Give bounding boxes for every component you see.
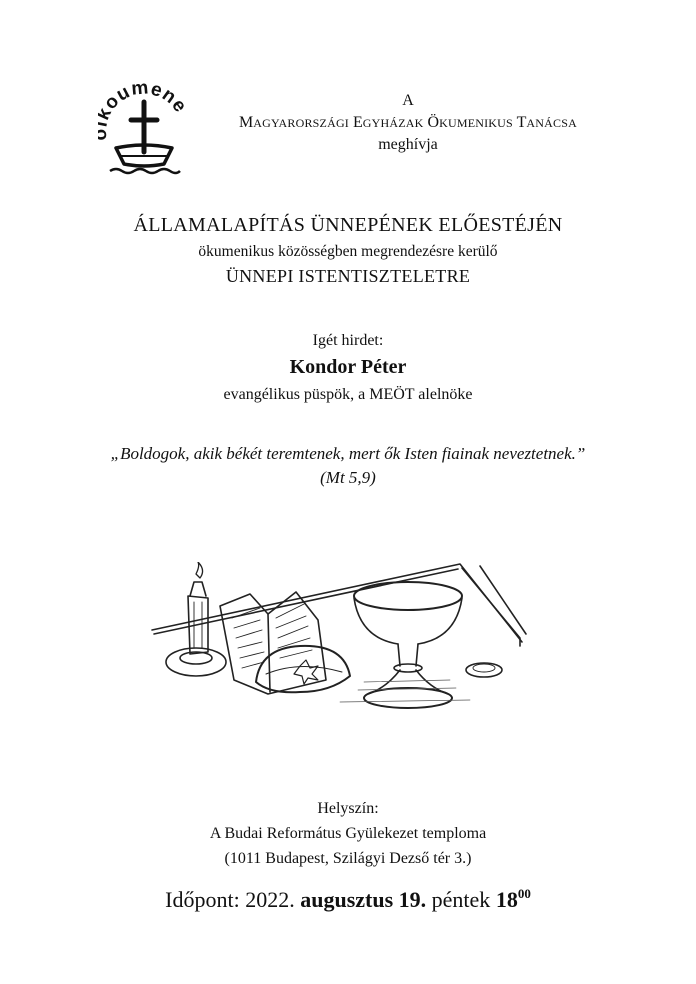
- venue-name: A Budai Református Gyülekezet temploma: [209, 825, 487, 842]
- oikoumene-boat-cross-icon: [98, 72, 190, 176]
- event-hour: 18: [495, 887, 518, 912]
- event-day: péntek: [431, 887, 491, 912]
- inviting-organisation: [228, 90, 588, 156]
- preacher-role: evangélikus püspök, a MEÖT alelnöke: [223, 386, 473, 403]
- venue-address: (1011 Budapest, Szilágyi Dezső tér 3.): [224, 850, 472, 867]
- title-line-2: ökumenikus közösségben megrendezésre kerülő: [198, 243, 498, 260]
- logo-text: oumene: [100, 77, 190, 118]
- title-line-1: ÁLLAMALAPÍTÁS ÜNNEPÉNEK ELŐESTÉJÉN: [133, 214, 563, 236]
- event-date: augusztus 19.: [300, 887, 427, 912]
- invites-text: meghívja: [378, 136, 438, 153]
- communion-illustration: [150, 562, 550, 727]
- bible-quote: „Boldogok, akik békét teremtenek, mert ők Isten fiainak neveztetnek.”: [110, 444, 586, 463]
- oikoumene-logo: [98, 72, 190, 176]
- preacher-label: Igét hirdet:: [312, 332, 384, 349]
- org-word: ÖKUMENIKUS: [427, 114, 513, 131]
- org-word: MAGYARORSZÁGI: [239, 114, 350, 131]
- event-minutes: 00: [517, 886, 531, 901]
- org-word: TANÁCSA: [516, 114, 577, 131]
- venue-label: Helyszín:: [317, 800, 379, 817]
- title-line-3: ÜNNEPI ISTENTISZTELETRE: [225, 266, 471, 286]
- time-label: Időpont: 2022.: [165, 887, 295, 912]
- bible-reference: (Mt 5,9): [320, 468, 376, 487]
- preacher-name: Kondor Péter: [289, 356, 407, 378]
- organisation-name: [228, 112, 588, 134]
- communion-sketch-icon: [150, 562, 550, 727]
- intro-text: A: [402, 92, 414, 109]
- event-time: [0, 886, 696, 913]
- org-word: EGYHÁZAK: [353, 114, 424, 131]
